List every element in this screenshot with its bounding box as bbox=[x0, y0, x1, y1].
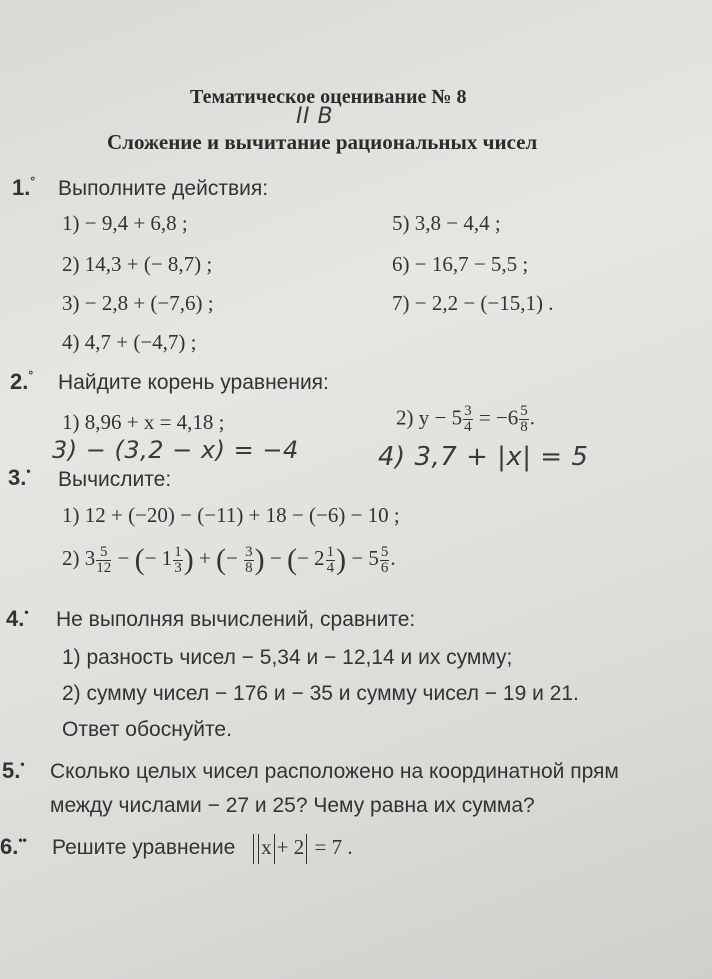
task-3-number: 3.• bbox=[8, 463, 31, 490]
task-2-prompt: Найдите корень уравнения: bbox=[58, 371, 329, 394]
task-1-item-3: 3) − 2,8 + (−7,6) ; bbox=[62, 291, 214, 315]
task-5-line-2: между числами − 27 и 25? Чему равна их сумма? bbox=[50, 794, 535, 817]
task-1-item-1: 1) − 9,4 + 6,8 ; bbox=[62, 211, 188, 235]
task-4-item-1: 1) разность чисел − 5,34 и − 12,14 и их сумму; bbox=[62, 646, 513, 669]
task-1-item-6: 6) − 16,7 − 5,5 ; bbox=[392, 252, 529, 276]
task-1-item-5: 5) 3,8 − 4,4 ; bbox=[392, 211, 501, 235]
task-1-prompt: Выполните действия: bbox=[58, 177, 269, 200]
task-3-item-2: 2) 3 $\frac{5}{12}$ − (− 1 $\frac{1}{3}$ ) + (− $\frac{3}{8}$ ) − (− 2 $\frac{1}{4}$ ) − 5 $\frac{5}{6}$ . bbox=[62, 543, 396, 576]
page-subtitle: Сложение и вычитание рациональных чисел bbox=[107, 130, 538, 154]
task-6-number: 6.•• bbox=[0, 832, 27, 859]
task-5-number: 5.• bbox=[2, 756, 25, 783]
task-1-item-2: 2) 14,3 + (− 8,7) ; bbox=[62, 252, 213, 276]
task-2-item-1: 1) 8,96 + x = 4,18 ; bbox=[62, 410, 225, 434]
page-title: Тематическое оценивание № 8 bbox=[190, 86, 467, 108]
handwritten-equation-4: 4) 3,7 + |x| = 5 bbox=[378, 442, 589, 472]
task-2-item-2: 2) y − 5 $\frac{3}{4}$ = −6 $\frac{5}{8}$ . bbox=[396, 403, 536, 435]
task-4-note: Ответ обоснуйте. bbox=[62, 718, 232, 741]
task-1-number: 1.° bbox=[12, 173, 36, 200]
task-4-prompt: Не выполняя вычислений, сравните: bbox=[56, 608, 416, 631]
task-3-prompt: Вычислите: bbox=[58, 468, 172, 491]
task-5-line-1: Сколько целых чисел расположено на координатной прям bbox=[50, 760, 619, 783]
task-6-equation: Решите уравнение x + 2 = 7 . bbox=[52, 834, 353, 864]
task-1-item-7: 7) − 2,2 − (−15,1) . bbox=[392, 291, 554, 315]
task-4-item-2: 2) сумму чисел − 176 и − 35 и сумму чисел − 19 и 21. bbox=[62, 682, 579, 705]
task-3-item-1: 1) 12 + (−20) − (−11) + 18 − (−6) − 10 ; bbox=[62, 503, 400, 527]
task-4-number: 4.• bbox=[6, 604, 29, 631]
task-1-item-4: 4) 4,7 + (−4,7) ; bbox=[62, 330, 197, 354]
variant-handwritten-note: II В bbox=[296, 104, 334, 129]
task-2-number: 2.° bbox=[10, 367, 34, 394]
handwritten-equation-3: 3) − (3,2 − x) = −4 bbox=[52, 436, 299, 464]
